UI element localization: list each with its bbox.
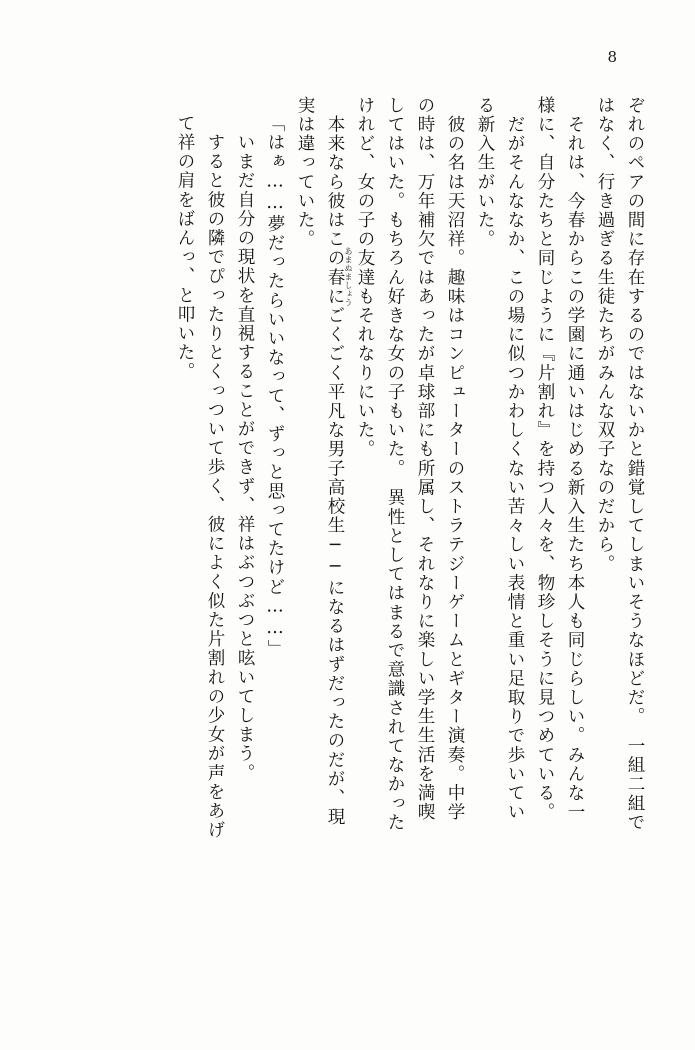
text-column: 「はぁ……夢だったらいいなって、ずっと思ってたけど……」 <box>265 114 285 659</box>
text-column: 実は違っていた。 <box>295 96 315 249</box>
text-column: る新入生がいた。 <box>475 96 495 249</box>
text-column: 本来なら彼はこの春にごくごく平凡な男子高校生──になるはずだったのだが、現 <box>325 96 345 827</box>
ruby-annotation: あまぬましょう <box>344 247 353 307</box>
text-column: いまだ自分の現状を直視することができず、祥はぶつぶつと呟いてしまう。 <box>235 114 255 783</box>
text-column: してはいた。もちろん好きな女の子もいた。 異性としてはまるで意識されてなかった <box>385 96 405 833</box>
text-column: て祥の肩をばんっ、と叩いた。 <box>175 114 195 382</box>
text-column: それは、今春からこの学園に通いはじめる新入生たち本人も同じらしい。みんな一 <box>565 96 585 822</box>
text-column: ぞれのペアの間に存在するのではないかと錯覚してしまいそうなほどだ。 一組二組で <box>625 96 645 833</box>
text-column: はなく、行き過ぎる生徒たちがみんな双子なのだから。 <box>595 96 615 574</box>
page-number: 8 <box>607 48 617 66</box>
text-column: すると彼の隣でぴったりとくっついて歩く、彼によく似た片割れの少女が声をあげ <box>205 114 225 840</box>
vertical-text-body <box>46 96 643 976</box>
text-column: 様に、自分たちと同じように『片割れ』を持つ人々を、物珍しそうに見つめている。 <box>535 96 555 822</box>
text-column: 彼の名は天沼祥。趣味はコンピューターのストラテジーゲームとギター演奏。中学 <box>445 96 465 822</box>
text-column: けれど、女の子の友達もそれなりにいた。 <box>355 96 375 459</box>
text-column: の時は、万年補欠ではあったが卓球部にも所属し、それなりに楽しい学生生活を満喫 <box>415 96 435 822</box>
text-column: だがそんななか、この場に似つかわしくない苦々しい表情と重い足取りで歩いてい <box>505 96 525 822</box>
